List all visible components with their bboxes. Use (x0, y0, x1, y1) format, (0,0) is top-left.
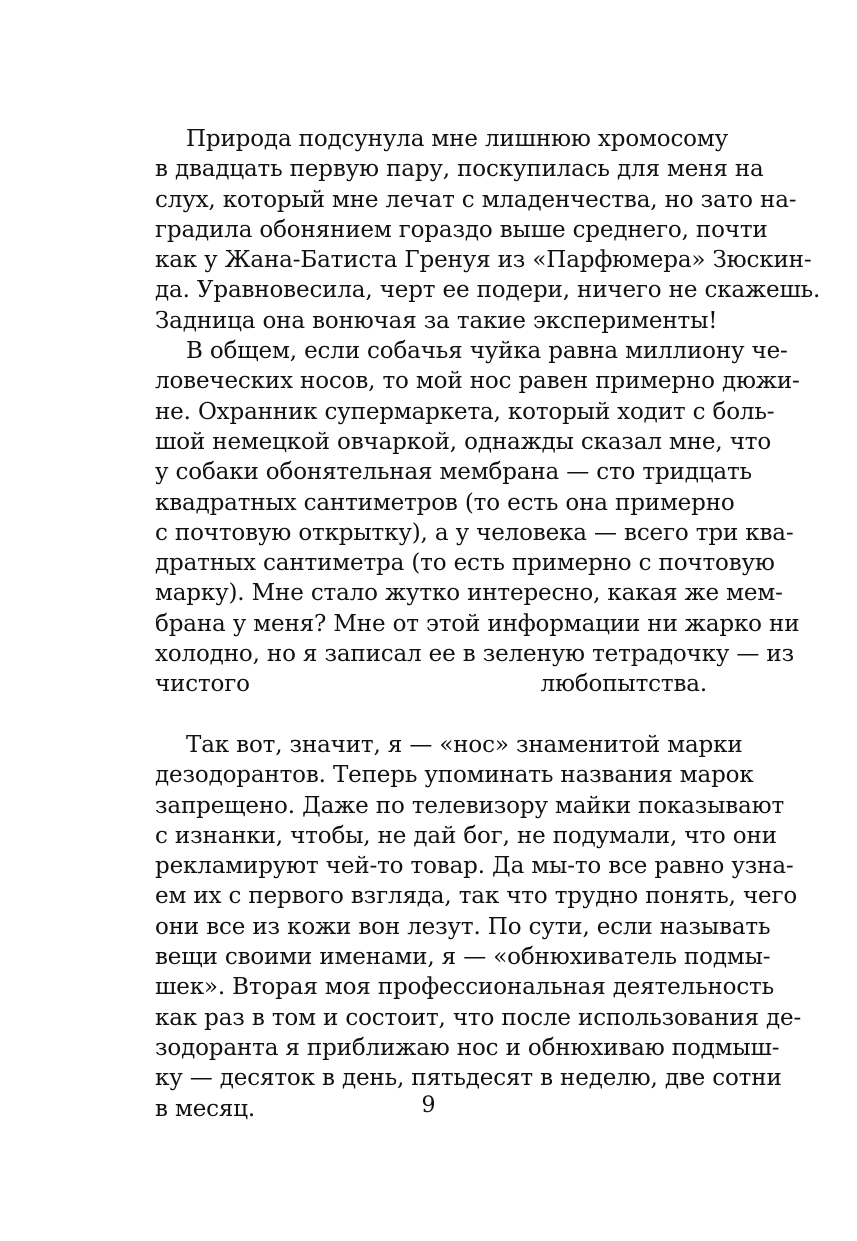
text-line: да. Уравновесила, черт ее подери, ничего не скажешь. (155, 277, 821, 304)
body-text (155, 124, 821, 1124)
text-line: ловеческих носов, то мой нос равен примерно дюжи- (155, 368, 800, 395)
text-line: дезодорантов. Теперь упоминать названия марок (155, 762, 754, 789)
text-line: холодно, но я записал ее в зеленую тетрадочку — из (155, 641, 794, 668)
text-line: Так вот, значит, я — «нос» знаменитой марки (186, 731, 743, 758)
text-line: вещи своими именами, я — «обнюхиватель подмы- (155, 944, 771, 971)
paragraph-1 (155, 124, 821, 336)
text-line: как у Жана-Батиста Гренуя из «Парфюмера» Зюскин- (155, 247, 812, 274)
text-line: Задница она вонючая за такие эксперименты! (155, 307, 718, 334)
text-line (155, 700, 707, 730)
text-line: с почтовую открытку), а у человека — всего три ква- (155, 519, 794, 546)
text-line: у собаки обонятельная мембрана — сто тридцать (155, 459, 752, 486)
text-line: как раз в том и состоит, что после использования де- (155, 1004, 802, 1031)
text-line: они все из кожи вон лезут. По сути, если называть (155, 913, 771, 940)
text-line: градила обонянием гораздо выше среднего, почти (155, 216, 768, 243)
page-number: 9 (421, 1093, 436, 1118)
text-line: дратных сантиметра (то есть примерно с почтовую (155, 550, 775, 577)
text-line: В общем, если собачья чуйка равна миллиону че- (186, 338, 788, 365)
text-line: чистого любопытства. (155, 671, 707, 698)
text-line: Природа подсунула мне лишнюю хромосому (186, 126, 728, 152)
text-line: слух, который мне лечат с младенчества, но зато на- (155, 186, 797, 213)
text-line: шой немецкой овчаркой, однажды сказал мне, что (155, 428, 772, 455)
text-line: в двадцать первую пару, поскупилась для меня на (155, 156, 764, 183)
text-line: зодоранта я приближаю нос и обнюхиваю подмыш- (155, 1034, 780, 1061)
paragraph-2 (155, 336, 800, 730)
text-line: ем их с первого взгляда, так что трудно понять, чего (155, 883, 798, 910)
text-line: брана у меня? Мне от этой информации ни жарко ни (155, 610, 800, 637)
text-line: с изнанки, чтобы, не дай бог, не подумали, что они (155, 822, 777, 849)
text-line: в месяц. (155, 1095, 256, 1122)
text-line: рекламируют чей-то товар. Да мы-то все равно узна- (155, 853, 794, 880)
text-line: марку). Мне стало жутко интересно, какая же мем- (155, 580, 783, 607)
paragraph-3 (155, 730, 802, 1124)
text-line: ку — десяток в день, пятьдесят в неделю, две сотни (155, 1065, 782, 1092)
text-line: запрещено. Даже по телевизору майки показывают (155, 792, 785, 819)
text-line: не. Охранник супермаркета, который ходит с боль- (155, 398, 775, 425)
text-line: квадратных сантиметров (то есть она примерно (155, 489, 735, 516)
text-line: шек». Вторая моя профессиональная деятельность (155, 974, 774, 1001)
